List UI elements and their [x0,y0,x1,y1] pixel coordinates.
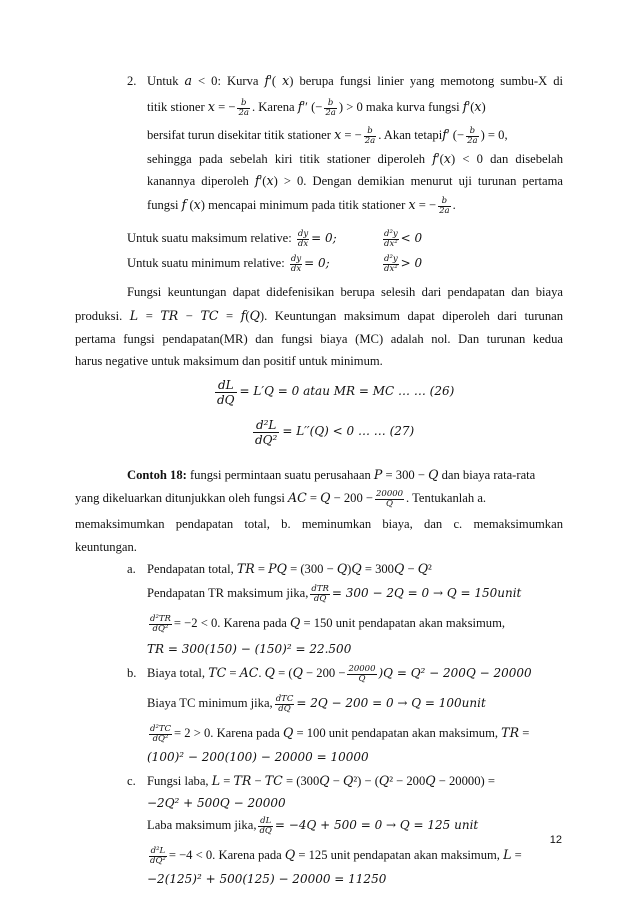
item-2-line-4: sehingga pada sebelah kiri titik stationer diperoleh 𝑓′(𝑥) < 0 dan disebelah [147,152,563,166]
paragraph-line-1: Fungsi keuntungan dapat didefenisikan berupa selesih dari pendapatan dan biaya [127,285,563,299]
part-c-line-3: Laba maksimum jika, $\frac{\text{𝑑𝐿}}{\text{𝑑𝑄}}$ = −4𝑄 + 500 = 0 → 𝑄 = 125 unit [147,815,479,836]
item-2-line-5: kanannya diperoleh 𝑓′(𝑥) > 0. Dengan demikian menurut uji turunan pertama [147,174,563,188]
page-number: 12 [549,834,562,846]
example-18-line-2: yang dikeluarkan ditunjukkan oleh fungsi 𝐴𝐶 = 𝑄 − 200 − $\frac{20000}{\text{𝑄}}$ . Tentukanlah a. [75,488,487,509]
part-a-line-1: Pendapatan total, 𝑇𝑅 = 𝑃𝑄 = (300 − 𝑄)𝑄 = 300𝑄 − 𝑄² [147,562,432,576]
item-2-line-2: titik stioner 𝑥 = − $\frac{\text{𝑏}}{\text{2𝑎}}$ . Karena 𝑓′′ (− $\frac{\text{𝑏}}{\text{2𝑎}}$ ) > 0 maka kurva fungsi 𝑓′(𝑥) [147,97,486,118]
example-18-line-4: keuntungan. [75,540,137,554]
part-b-label: b. [127,666,137,680]
fraction: $\frac{\text{𝑏}}{\text{2𝑎}}$ [364,125,376,146]
part-c-label: c. [127,774,136,788]
part-c-line-1: Fungsi laba, 𝐿 = 𝑇𝑅 − 𝑇𝐶 = (300𝑄 − 𝑄²) − (𝑄² − 200𝑄 − 20000) = [147,774,495,788]
equation-26: 𝑑𝐿 𝑑𝑄 = 𝐿′𝑄 = 0 𝑎𝑡𝑎𝑢 𝑀𝑅 = 𝑀𝐶 … … (26) [217,377,455,407]
fraction: $\frac{\text{𝑑²𝑦}}{\text{𝑑𝑥²}}$ [384,228,398,249]
part-c-line-2: −2𝑄² + 500𝑄 − 20000 [147,796,286,810]
part-a-line-4: 𝑇𝑅 = 300(150) − (150)² = 22.500 [147,642,352,656]
relative-maximum: Untuk suatu maksimum relative: $\frac{\text{𝑑𝑦}}{\text{𝑑𝑥}}$ = 0; [127,228,337,249]
fraction: $\frac{\text{𝑑𝑇𝑅}}{\text{𝑑𝑄}}$ [311,583,329,604]
part-b-line-3: $\frac{\text{𝑑²𝑇𝐶}}{\text{𝑑𝑄²}}$ = 2 > 0. Karena pada 𝑄 = 100 unit pendapatan akan maksimum, 𝑇𝑅 = [150,723,530,744]
paragraph-line-2: produksi. 𝐿 = 𝑇𝑅 − 𝑇𝐶 = 𝑓(𝑄). Keuntungan maksimum dapat diperoleh dari turunan [75,309,563,323]
fraction: $\frac{\text{𝑑𝐿}}{\text{𝑑𝑄}}$ [259,815,272,836]
relative-minimum: Untuk suatu minimum relative: $\frac{\text{𝑑𝑦}}{\text{𝑑𝑥}}$ = 0; [127,253,330,274]
fraction: $\frac{\text{𝑑²𝑇𝑅}}{\text{𝑑𝑄²}}$ [150,613,171,634]
part-b-line-2: Biaya TC minimum jika, $\frac{\text{𝑑𝑇𝐶}}{\text{𝑑𝑄}}$ = 2𝑄 − 200 = 0 → 𝑄 = 100unit [147,693,486,714]
part-b-line-1: Biaya total, 𝑇𝐶 = 𝐴𝐶. 𝑄 = (𝑄 − 200 − $\frac{20000}{\text{𝑄}}$ )𝑄 = 𝑄² − 200𝑄 − 20000 [147,663,532,684]
fraction: $\frac{\text{𝑏}}{\text{2𝑎}}$ [439,195,450,216]
fraction: $\frac{\text{𝑏}}{\text{2𝑎}}$ [238,97,249,118]
fraction: $\frac{\text{𝑏}}{\text{2𝑎}}$ [325,97,336,118]
fraction: $\frac{\text{𝑑²𝑦}}{\text{𝑑𝑥²}}$ [384,253,398,274]
part-a-line-3: $\frac{\text{𝑑²𝑇𝑅}}{\text{𝑑𝑄²}}$ = −2 < 0. Karena pada 𝑄 = 150 unit pendapatan akan maksimum, [150,613,506,634]
fraction: $\frac{\text{𝑏}}{\text{2𝑎}}$ [467,125,478,146]
relative-maximum-second: $\frac{\text{𝑑²𝑦}}{\text{𝑑𝑥²}}$ < 0 [384,228,423,249]
relative-minimum-second: $\frac{\text{𝑑²𝑦}}{\text{𝑑𝑥²}}$ > 0 [384,253,423,274]
part-a-label: a. [127,562,136,576]
part-c-line-5: −2(125)² + 500(125) − 20000 = 11250 [147,872,387,886]
part-c-line-4: $\frac{\text{𝑑²𝐿}}{\text{𝑑𝑄²}}$ = −4 < 0. Karena pada 𝑄 = 125 unit pendapatan akan maksimum, 𝐿 = [150,845,522,866]
equation-27: 𝑑²𝐿 𝑑𝑄² = 𝐿′′(𝑄) < 0 … … (27) [255,417,415,447]
paragraph-line-3: pertama fungsi pendapatan(MR) dan fungsi biaya (MC) adalah nol. Dan turunan kedua [75,332,563,346]
fraction: 𝑑²𝐿 𝑑𝑄² [255,417,278,447]
fraction: $\frac{\text{𝑑𝑦}}{\text{𝑑𝑥}}$ [290,253,302,274]
part-a-line-2: Pendapatan TR maksimum jika, $\frac{\text{𝑑𝑇𝑅}}{\text{𝑑𝑄}}$ = 300 − 2𝑄 = 0 → 𝑄 = 150unit [147,583,522,604]
item-2-number: 2. [127,74,137,88]
fraction: $\frac{\text{𝑑²𝑇𝐶}}{\text{𝑑𝑄²}}$ [150,723,172,744]
fraction: $\frac{\text{𝑑𝑦}}{\text{𝑑𝑥}}$ [297,228,309,249]
fraction: $\frac{\text{𝑑𝑇𝐶}}{\text{𝑑𝑄}}$ [275,693,294,714]
item-2-line-3: bersifat turun disekitar titik stationer 𝑥 = − $\frac{\text{𝑏}}{\text{2𝑎}}$ . Akan tetapi𝑓′ (− $\frac{\text{𝑏}}{\text{2𝑎}}$ ) = 0, [147,125,508,146]
fraction: $\frac{\text{𝑑²𝐿}}{\text{𝑑𝑄²}}$ [150,845,166,866]
fraction: $\frac{20000}{\text{𝑄}}$ [348,663,376,684]
item-2-line-6: fungsi 𝑓 (𝑥) mencapai minimum pada titik stationer 𝑥 = − $\frac{\text{𝑏}}{\text{2𝑎}}$ . [147,195,456,216]
fraction: 𝑑𝐿 𝑑𝑄 [217,377,235,407]
fraction: $\frac{20000}{\text{𝑄}}$ [376,488,404,509]
example-18-line-3: memaksimumkan pendapatan total, b. meminumkan biaya, dan c. memaksimumkan [75,517,563,531]
example-18-line-1: Contoh 18: fungsi permintaan suatu perusahaan 𝑃 = 300 − 𝑄 dan biaya rata-rata [127,468,536,482]
paragraph-line-4: harus negative untuk maksimum dan positif untuk minimum. [75,354,383,368]
part-b-line-4: (100)² − 200(100) − 20000 = 10000 [147,750,369,764]
item-2-line-1: Untuk 𝑎 < 0: Kurva 𝑓′( 𝑥) berupa fungsi linier yang memotong sumbu-X di [147,74,563,88]
